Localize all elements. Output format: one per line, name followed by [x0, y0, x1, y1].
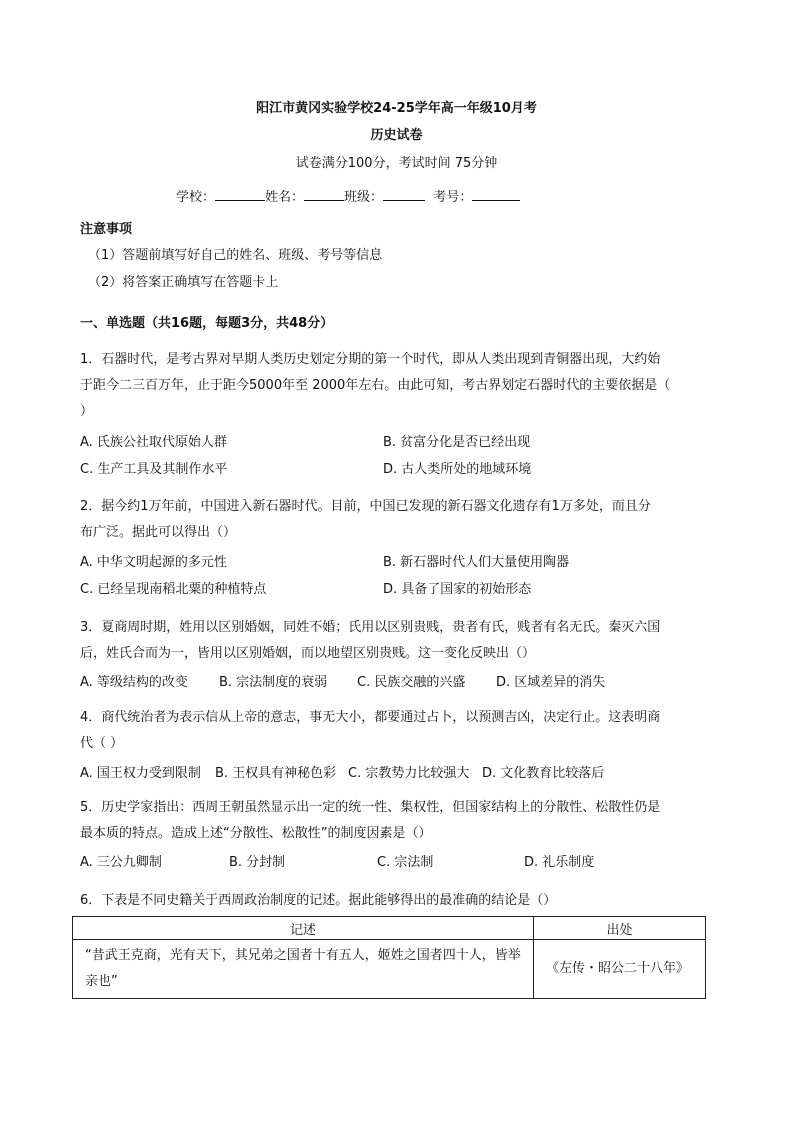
option-c[interactable]: C. 宗法制: [377, 855, 434, 870]
option-b[interactable]: B. 宗法制度的衰弱: [219, 675, 328, 690]
student-fields: [176, 186, 520, 205]
option-c[interactable]: C. 宗教势力比较强大: [348, 766, 470, 781]
notes-heading: 注意事项: [80, 222, 133, 237]
table-header-row: [73, 917, 706, 940]
option-b[interactable]: B. 王权具有神秘色彩: [215, 766, 337, 781]
table-cell-record: “昔武王克商，光有天下，其兄弟之国者十有五人，姬姓之国者四十人，皆举亲也”: [73, 940, 534, 999]
option-d[interactable]: D. 具备了国家的初始形态: [383, 582, 532, 597]
stem-line: ）: [80, 404, 94, 419]
stem-line: 布广泛。据此可以得出（）: [80, 525, 237, 540]
question-3-stem: [80, 616, 660, 668]
exam-title: 阳江市黄冈实验学校24-25学年高一年级10月考: [256, 101, 537, 116]
option-d[interactable]: D. 文化教育比较落后: [482, 766, 605, 781]
stem-line: 于距今二三百万年，止于距今5000年至 2000年左右。由此可知，考古界划定石器时代的主要依据是（: [80, 378, 671, 393]
field-class-blank[interactable]: [383, 188, 425, 201]
option-c[interactable]: C. 民族交融的兴盛: [357, 675, 466, 690]
table-header-source: 出处: [534, 917, 706, 940]
question-4-stem: [80, 706, 660, 758]
option-a[interactable]: A. 等级结构的改变: [80, 675, 188, 690]
exam-subject: 历史试卷: [370, 128, 423, 143]
question-6-stem: 6．下表是不同史籍关于西周政治制度的记述。据此能够得出的最准确的结论是（）: [80, 893, 557, 908]
field-class-label: 班级：: [344, 190, 384, 205]
option-b[interactable]: B. 新石器时代人们大量使用陶器: [383, 555, 570, 570]
field-id-blank[interactable]: [472, 188, 520, 201]
exam-info: 试卷满分100分，考试时间 75分钟: [295, 156, 498, 171]
stem-line: 3．夏商周时期，姓用以区别婚姻，同姓不婚；氏用以区别贵贱，贵者有氏，贱者有名无氏。秦灭六国: [80, 620, 661, 635]
table-cell-source: 《左传・昭公二十八年》: [534, 940, 706, 999]
field-id-label: 考号：: [433, 190, 473, 205]
question-5-stem: [80, 796, 660, 848]
stem-line: 4．商代统治者为表示信从上帝的意志，事无大小，都要通过占卜，以预测吉凶，决定行止。这表明商: [80, 710, 661, 725]
field-name-blank[interactable]: [304, 188, 344, 201]
option-b[interactable]: B. 分封制: [229, 855, 286, 870]
option-a[interactable]: A. 三公九卿制: [80, 855, 162, 870]
option-d[interactable]: D. 礼乐制度: [524, 855, 595, 870]
stem-line: 后，姓氏合而为一，皆用以区别婚姻，而以地望区别贵贱。这一变化反映出（）: [80, 646, 536, 661]
option-b[interactable]: B. 贫富分化是否已经出现: [383, 435, 531, 450]
question-2-stem: [80, 495, 651, 547]
stem-line: 2．据今约1万年前，中国进入新石器时代。目前，中国已发现的新石器文化遗存有1万多处，而且分: [80, 499, 651, 514]
option-a[interactable]: A. 中华文明起源的多元性: [80, 555, 227, 570]
note-item: （1）答题前填写好自己的姓名、班级、考号等信息: [88, 248, 383, 263]
question-1-stem: [80, 348, 670, 426]
option-d[interactable]: D. 古人类所处的地域环境: [383, 462, 532, 477]
table-header-record: 记述: [73, 917, 534, 940]
field-name-label: 姓名：: [265, 190, 305, 205]
stem-line: 代（ ）: [80, 736, 124, 751]
stem-line: 1．石器时代，是考古界对早期人类历史划定分期的第一个时代，即从人类出现到青铜器出现，大约始: [80, 352, 661, 367]
field-school-label: 学校：: [176, 190, 216, 205]
note-item: （2）将答案正确填写在答题卡上: [88, 275, 279, 290]
stem-line: 5．历史学家指出：西周王朝虽然显示出一定的统一性、集权性，但国家结构上的分散性、松散性仍是: [80, 800, 661, 815]
option-a[interactable]: A. 氏族公社取代原始人群: [80, 435, 227, 450]
option-c[interactable]: C. 已经呈现南稻北粟的种植特点: [80, 582, 267, 597]
option-a[interactable]: A. 国王权力受到限制: [80, 766, 201, 781]
source-table: [72, 916, 706, 999]
table-row: [73, 940, 706, 999]
section-heading: 一、单选题（共16题，每题3分，共48分）: [80, 316, 334, 331]
stem-line: 最本质的特点。造成上述“分散性、松散性”的制度因素是（）: [80, 826, 432, 841]
option-d[interactable]: D. 区域差异的消失: [496, 675, 606, 690]
option-c[interactable]: C. 生产工具及其制作水平: [80, 462, 228, 477]
field-school-blank[interactable]: [215, 188, 265, 201]
